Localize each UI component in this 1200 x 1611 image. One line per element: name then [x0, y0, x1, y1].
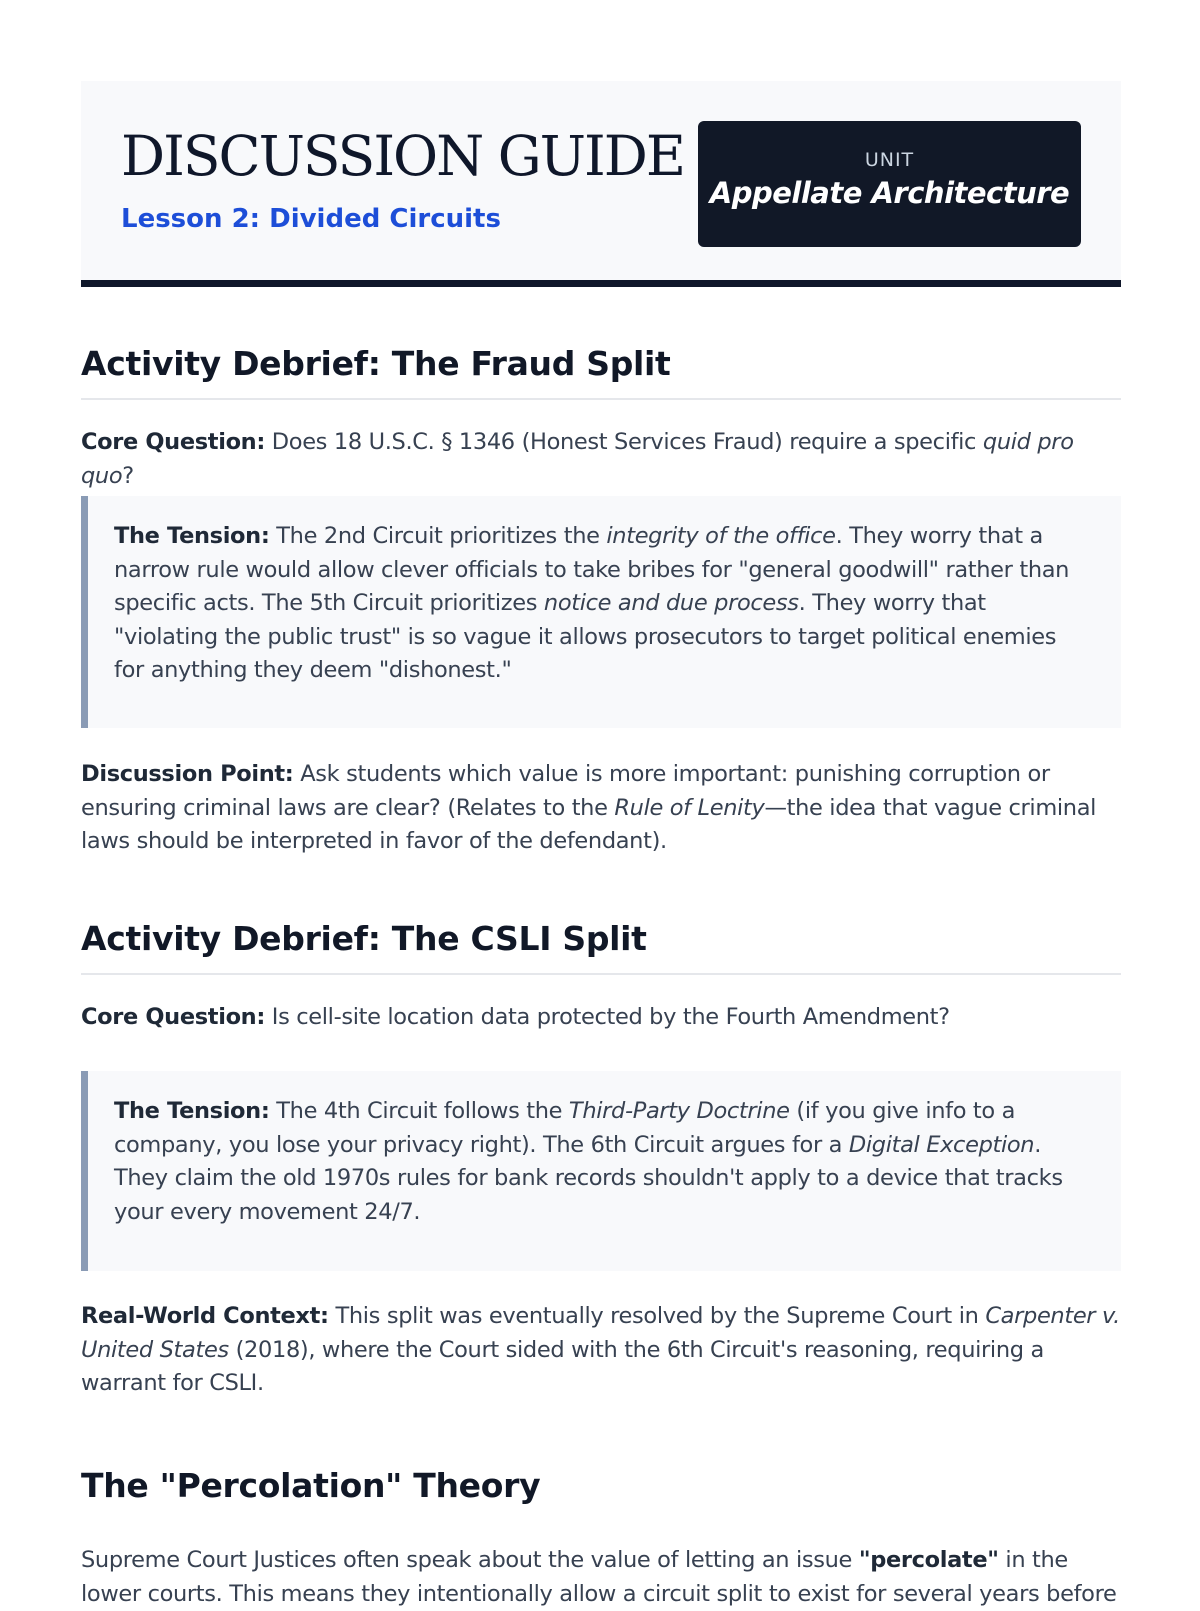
context-text: (2018), where the Court sided with the 6th Circuit's reasoning, requiring a warrant for CSLI.	[81, 1336, 1044, 1396]
percolation-text	[81, 1544, 1121, 1611]
core-question-text: Does 18 U.S.C. § 1346 (Honest Services Fraud) require a specific	[265, 429, 983, 455]
csli-tension-callout	[81, 1071, 1121, 1271]
csli-tension-text	[114, 1095, 1085, 1229]
percolation-text-part: Supreme Court Justices often speak about the value of letting an issue	[81, 1547, 859, 1573]
csli-section-heading	[81, 919, 1121, 975]
page	[81, 81, 1121, 1607]
percolation-text-part: in the lower courts. This means they intentionally allow a circuit split to exist for several years before	[81, 1547, 1117, 1607]
tension-italic: Digital Exception	[848, 1131, 1035, 1158]
fraud-heading: Activity Debrief: The Fraud Split	[81, 344, 671, 383]
fraud-core-question	[81, 426, 1121, 493]
csli-heading: Activity Debrief: The CSLI Split	[81, 919, 647, 958]
core-question-label: Core Question:	[81, 429, 265, 455]
discussion-italic: Rule of Lenity	[614, 794, 765, 821]
tension-label: The Tension:	[114, 523, 270, 549]
context-italic: Carpenter v. United States	[81, 1303, 1120, 1363]
tension-text: . They worry that "violating the public trust" is so vague it allows prosecutors to target political enemies for anything they deem "dishonest."	[114, 590, 1057, 683]
core-question-end: ?	[122, 462, 134, 489]
unit-name: Appellate Architecture	[709, 175, 1070, 210]
tension-italic: Third-Party Doctrine	[568, 1098, 790, 1124]
percolation-heading: The "Percolation" Theory	[81, 1466, 541, 1505]
csli-real-world-context	[81, 1300, 1121, 1401]
context-label: Real-World Context:	[81, 1303, 329, 1329]
tension-text: (if you give info to a company, you lose your privacy right). The 6th Circuit argues for a	[114, 1098, 1016, 1158]
fraud-discussion-point	[81, 758, 1121, 859]
core-question-italic: quid pro quo	[81, 429, 1074, 489]
unit-label: UNIT	[864, 149, 915, 171]
csli-core-question	[81, 1001, 1121, 1035]
discussion-text: Ask students which value is more important: punishing corruption or ensuring criminal laws are clear? (Relates to the	[81, 761, 1050, 821]
unit-badge	[698, 121, 1081, 247]
tension-italic: notice and due process	[543, 590, 799, 616]
page-title: DISCUSSION GUIDE	[121, 124, 685, 188]
guide-header	[81, 81, 1121, 287]
discussion-label: Discussion Point:	[81, 761, 294, 787]
core-question-label: Core Question:	[81, 1004, 265, 1030]
fraud-tension-text	[114, 520, 1085, 688]
lesson-subtitle: Lesson 2: Divided Circuits	[121, 204, 501, 234]
context-text: This split was eventually resolved by the Supreme Court in	[328, 1303, 986, 1329]
fraud-section-heading	[81, 344, 1121, 400]
tension-text: The 4th Circuit follows the	[269, 1098, 569, 1124]
discussion-text: —the idea that vague criminal laws should be interpreted in favor of the defendant).	[81, 794, 1097, 854]
core-question-text: Is cell-site location data protected by the Fourth Amendment?	[265, 1004, 950, 1030]
tension-text: . They worry that a narrow rule would allow clever officials to take bribes for "general goodwill" rather than specific acts. The 5th Circuit prioritizes	[114, 523, 1070, 616]
tension-italic: integrity of the office	[606, 523, 836, 549]
tension-label: The Tension:	[114, 1098, 270, 1124]
tension-text: The 2nd Circuit prioritizes the	[269, 523, 607, 549]
percolation-bold: "percolate"	[858, 1547, 999, 1573]
percolation-section-heading	[81, 1466, 1121, 1506]
tension-text: . They claim the old 1970s rules for bank records shouldn't apply to a device that tracks your every movement 24/7.	[114, 1131, 1063, 1225]
fraud-tension-callout	[81, 496, 1121, 728]
